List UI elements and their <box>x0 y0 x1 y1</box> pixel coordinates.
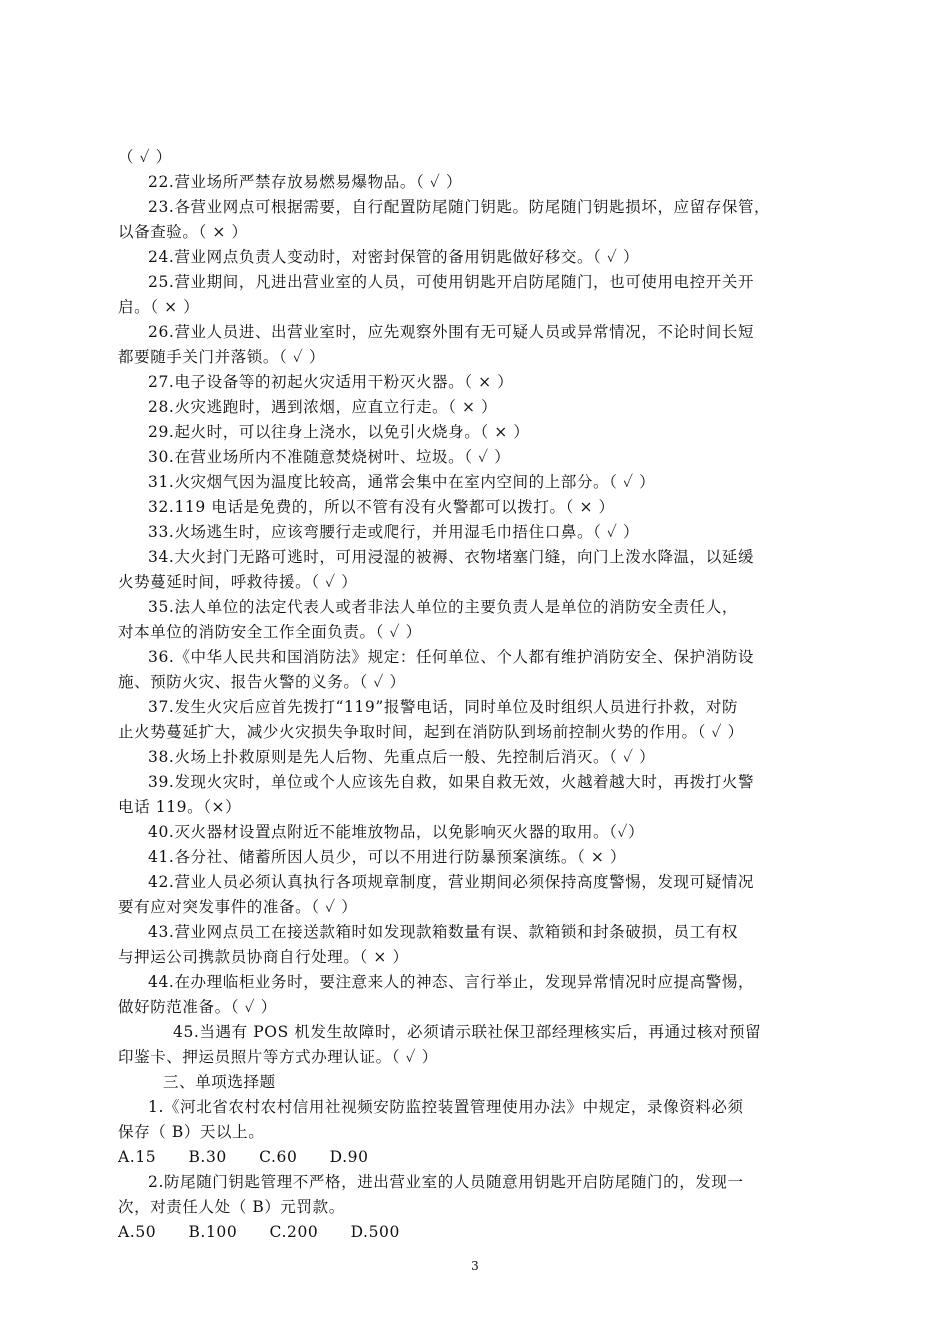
text-line: A.50 B.100 C.200 D.500 <box>118 1223 400 1241</box>
text-line: 36.《中华人民共和国消防法》规定：任何单位、个人都有维护消防安全、保护消防设 <box>148 648 755 666</box>
text-line: 24.营业网点负责人变动时，对密封保管的备用钥匙做好移交。（ ✓ ） <box>148 248 640 266</box>
text-line: 印鉴卡、押运员照片等方式办理认证。（ ✓ ） <box>118 1048 438 1066</box>
text-line: 38.火场上扑救原则是先人后物、先重点后一般、先控制后消灭。（ ✓ ） <box>148 748 656 766</box>
text-line: 保存（ B）天以上。 <box>118 1123 265 1141</box>
text-line: 1.《河北省农村农村信用社视频安防监控装置管理使用办法》中规定，录像资料必须 <box>148 1098 744 1116</box>
text-line: 25.营业期间，凡进出营业室的人员，可使用钥匙开启防尾随门，也可使用电控开关开 <box>148 273 755 291</box>
text-line: 37.发生火灾后应首先拨打“119”报警电话，同时单位及时组织人员进行扑救，对防 <box>148 698 739 716</box>
section-heading: 三、单项选择题 <box>163 1073 276 1091</box>
text-line: 40.灭火器材设置点附近不能堆放物品，以免影响灭火器的取用。（✓） <box>148 823 645 841</box>
text-line: 31.火灾烟气因为温度比较高，通常会集中在室内空间的上部分。（ ✓ ） <box>148 473 656 491</box>
text-line: 45.当遇有 POS 机发生故障时，必须请示联社保卫部经理核实后，再通过核对预留 <box>173 1023 762 1041</box>
text-line: （ ✓ ） <box>118 148 172 166</box>
text-line: 与押运公司携款员协商自行处理。（ × ） <box>118 948 409 966</box>
text-line: 43.营业网点员工在接送款箱时如发现款箱数量有误、款箱锁和封条破损，员工有权 <box>148 923 738 941</box>
page-number: 3 <box>471 1259 479 1273</box>
text-line: 41.各分社、储蓄所因人员少，可以不用进行防暴预案演练。（ × ） <box>148 848 627 866</box>
text-line: 电话 119。（×） <box>118 798 242 816</box>
text-line: 做好防范准备。（ ✓ ） <box>118 998 277 1016</box>
text-line: 以备查验。（ × ） <box>118 223 248 241</box>
text-line: 30.在营业场所内不准随意焚烧树叶、垃圾。（ ✓ ） <box>148 448 511 466</box>
text-line: 33.火场逃生时，应该弯腰行走或爬行，并用湿毛巾捂住口鼻。（ ✓ ） <box>148 523 640 541</box>
text-line: 28.火灾逃跑时，遇到浓烟，应直立行走。（ × ） <box>148 398 498 416</box>
text-line: 44.在办理临柜业务时，要注意来人的神态、言行举止，发现异常情况时应提高警惕， <box>148 973 755 991</box>
text-line: 都要随手关门并落锁。（ ✓ ） <box>118 348 326 366</box>
text-line: 39.发现火灾时，单位或个人应该先自救，如果自救无效，火越着越大时，再拨打火警 <box>148 773 755 791</box>
text-line: 26.营业人员进、出营业室时，应先观察外围有无可疑人员或异常情况，不论时间长短 <box>148 323 755 341</box>
text-line: 42.营业人员必须认真执行各项规章制度，营业期间必须保持高度警惕，发现可疑情况 <box>148 873 755 891</box>
text-line: 止火势蔓延扩大，减少火灾损失争取时间，起到在消防队到场前控制火势的作用。（ ✓ ） <box>118 723 744 741</box>
text-line: 施、预防火灾、报告火警的义务。（ ✓ ） <box>118 673 406 691</box>
text-line: 22.营业场所严禁存放易燃易爆物品。（ ✓ ） <box>148 173 463 191</box>
text-line: 次，对责任人处（ B）元罚款。 <box>118 1198 345 1216</box>
text-line: 35.法人单位的法定代表人或者非法人单位的主要负责人是单位的消防安全责任人， <box>148 598 738 616</box>
text-line: 29.起火时，可以往身上浇水，以免引火烧身。（ × ） <box>148 423 530 441</box>
text-line: 2.防尾随门钥匙管理不严格，进出营业室的人员随意用钥匙开启防尾随门的，发现一 <box>148 1173 744 1191</box>
text-line: A.15 B.30 C.60 D.90 <box>118 1148 369 1166</box>
text-line: 27.电子设备等的初起火灾适用干粉灭火器。（ × ） <box>148 373 514 391</box>
text-line: 32.119 电话是免费的，所以不管有没有火警都可以拨打。（ × ） <box>148 498 615 516</box>
text-line: 对本单位的消防安全工作全面负责。（ ✓ ） <box>118 623 422 641</box>
text-line: 23.各营业网点可根据需要，自行配置防尾随门钥匙。防尾随门钥匙损坏，应留存保管， <box>148 198 771 216</box>
text-line: 火势蔓延时间，呼救待援。（ ✓ ） <box>118 573 358 591</box>
text-line: 启。（ × ） <box>118 298 200 316</box>
text-line: 要有应对突发事件的准备。（ ✓ ） <box>118 898 358 916</box>
text-line: 34.大火封门无路可逃时，可用浸湿的被褥、衣物堵塞门缝，向门上泼水降温，以延缓 <box>148 548 755 566</box>
